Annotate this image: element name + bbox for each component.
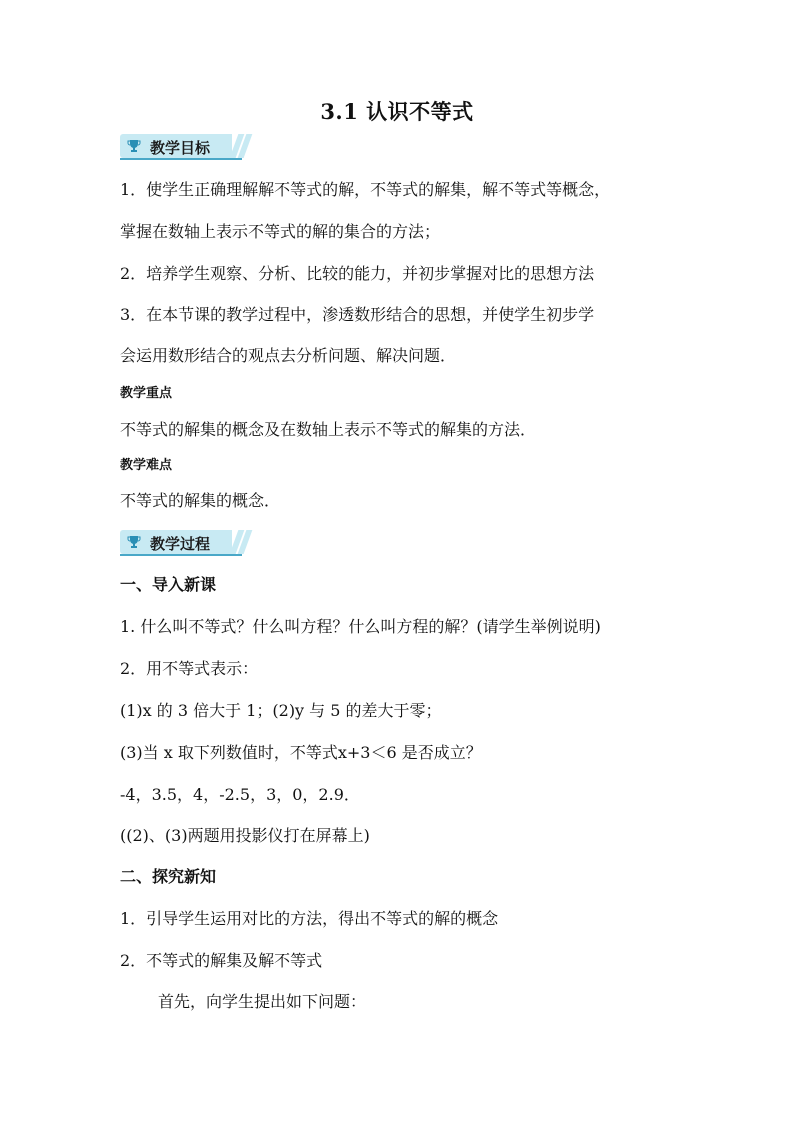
process-banner-label: 教学过程 (150, 535, 211, 553)
intro-line: (3)当 x 取下列数值时，不等式x+3＜6 是否成立？ (120, 743, 482, 762)
goals-banner (120, 134, 248, 160)
process-banner (120, 530, 248, 556)
section-heading-explore: 二、探究新知 (120, 867, 217, 886)
section-heading-intro: 一、导入新课 (120, 575, 217, 594)
difficulty-text: 不等式的解集的概念． (120, 491, 281, 510)
explore-line: 1．引导学生运用对比的方法，得出不等式的解的概念 (120, 909, 499, 928)
key-point-text: 不等式的解集的概念及在数轴上表示不等式的解集的方法． (120, 420, 537, 439)
intro-line: -4，3.5，4，-2.5，3，0，2.9． (120, 785, 360, 804)
intro-line: (1)x 的 3 倍大于 1；(2)y 与 5 的差大于零； (120, 701, 442, 720)
difficulty-heading: 教学难点 (120, 458, 173, 473)
goal-line: 掌握在数轴上表示不等式的解的集合的方法； (120, 222, 441, 241)
goal-line: 2．培养学生观察、分析、比较的能力，并初步掌握对比的思想方法 (120, 264, 595, 283)
goal-line: 1．使学生正确理解解不等式的解，不等式的解集，解不等式等概念， (120, 180, 611, 199)
goal-line: 会运用数形结合的观点去分析问题、解决问题． (120, 346, 457, 365)
key-point-heading: 教学重点 (120, 386, 173, 401)
trophy-icon (127, 139, 141, 153)
page-title: 3.1 认识不等式 (320, 99, 474, 124)
explore-line: 2．不等式的解集及解不等式 (120, 951, 323, 970)
goals-banner-label: 教学目标 (150, 139, 211, 157)
intro-line: 1. 什么叫不等式？什么叫方程？什么叫方程的解？(请学生举例说明) (120, 617, 601, 636)
explore-line: 首先，向学生提出如下问题： (158, 992, 367, 1011)
intro-line: ((2)、(3)两题用投影仪打在屏幕上) (120, 826, 370, 845)
trophy-icon (127, 535, 141, 549)
goal-line: 3．在本节课的教学过程中，渗透数形结合的思想，并使学生初步学 (120, 305, 595, 324)
intro-line: 2．用不等式表示： (120, 659, 259, 678)
